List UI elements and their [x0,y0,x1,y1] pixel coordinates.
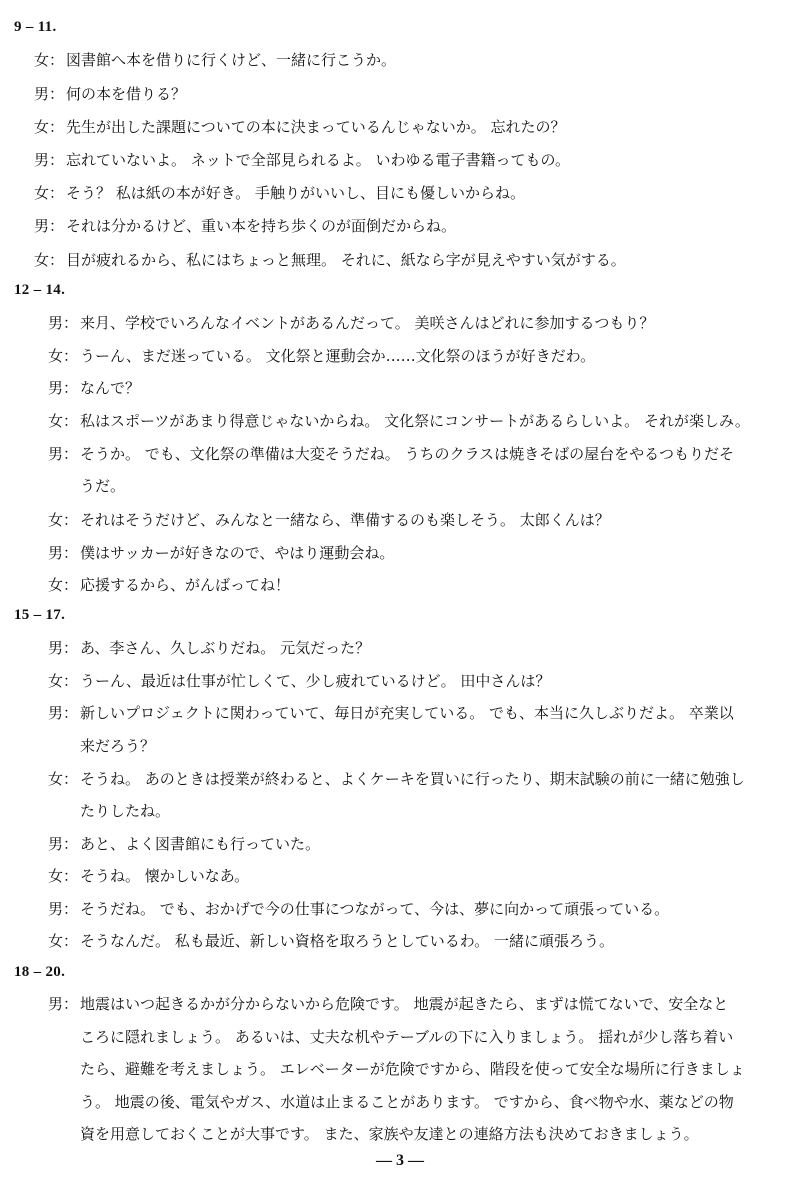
section-heading: 12 – 14. [14,282,66,298]
dialogue-text: そうだね。 でも、おかげで今の仕事につながって、今は、夢に向かって頑張っている。 [80,900,670,918]
dialogue-line [34,216,456,236]
dialogue-line [48,834,320,854]
dialogue-line [48,378,140,398]
section-heading: 18 – 20. [14,964,66,980]
dialogue-line [34,84,186,104]
speaker-label: 女： [34,51,65,69]
dialogue-text: うーん、最近は仕事が忙しくて、少し疲れているけど。 田中さんは？ [80,672,551,690]
dialogue-text: そう？ 私は紙の本が好き。 手触りがいいし、目にも優しいからね。 [66,184,525,202]
dialogue-line [34,183,525,203]
dialogue-text: なんで？ [80,379,141,397]
dialogue-text: 私はスポーツがあまり得意じゃないからね。 文化祭にコンサートがあるらしいよ。 それが楽しみ。 [80,412,750,430]
dialogue-text: あ、李さん、久しぶりだね。 元気だった？ [80,639,371,657]
speaker-label: 男： [34,217,65,235]
speaker-label: 女： [48,932,79,950]
dialogue-text: 忘れていないよ。 ネットで全部見られるよ。 いわゆる電子書籍ってもの。 [66,151,570,169]
dialogue-text: 新しいプロジェクトに関わっていて、毎日が充実している。 でも、本当に久しぶりだよ。 卒業以 [80,704,734,722]
dialogue-text: 目が疲れるから、私にはちょっと無理。 それに、紙なら字が見えやすい気がする。 [66,251,626,269]
dialogue-text: そうなんだ。 私も最近、新しい資格を取ろうとしているわ。 一緒に頑張ろう。 [80,932,614,950]
speaker-label: 男： [34,151,65,169]
speaker-label: 男： [48,639,79,657]
dialogue-text: あと、よく図書館にも行っていた。 [80,835,321,853]
speaker-label: 女： [48,770,79,788]
dialogue-line [34,50,396,70]
speaker-label: 女： [48,576,79,594]
speaker-label: 男： [34,85,65,103]
section-heading: 15 – 17. [14,607,66,623]
dialogue-text: そうね。 懐かしいなあ。 [80,867,250,885]
dialogue-text: 地震はいつ起きるかが分からないから危険です。 地震が起きたら、まずは慌てないで、安全なと [80,995,729,1013]
speaker-label: 男： [48,900,79,918]
dialogue-line [48,899,669,919]
speaker-label: 女： [48,672,79,690]
speaker-label: 男： [48,835,79,853]
speaker-label: 女： [34,184,65,202]
dialogue-line [48,444,734,464]
dialogue-continuation: 来だろう？ [80,737,156,755]
dialogue-text: 来月、学校でいろんなイベントがあるんだって。 美咲さんはどれに参加するつもり？ [80,314,655,332]
dialogue-text: そうね。 あのときは授業が終わると、よくケーキを買いに行ったり、期末試験の前に一緒に勉強し [80,770,745,788]
dialogue-text: そうか。 でも、文化祭の準備は大変そうだね。 うちのクラスは焼きそばの屋台をやるつもりだそ [80,445,734,463]
speaker-label: 女： [34,118,65,136]
speaker-label: 女： [48,511,79,529]
dialogue-text: それはそうだけど、みんなと一緒なら、準備するのも楽しそう。 太郎くんは？ [80,511,610,529]
page-number: — 3 — [376,1152,424,1169]
dialogue-line [48,411,750,431]
dialogue-text: 応援するから、がんばってね！ [80,576,291,594]
dialogue-line [48,866,249,886]
dialogue-line [48,543,394,563]
dialogue-continuation: う。 地震の後、電気やガス、水道は止まることがあります。 ですから、食べ物や水、薬などの物 [80,1093,734,1111]
dialogue-line [48,703,734,723]
speaker-label: 男： [48,995,79,1013]
dialogue-line [48,769,745,789]
speaker-label: 男： [48,445,79,463]
dialogue-line [34,250,626,270]
speaker-label: 女： [48,867,79,885]
dialogue-continuation: 資を用意しておくことが大事です。 また、家族や友達との連絡方法も決めておきましょう。 [80,1125,699,1143]
dialogue-line [48,575,290,595]
dialogue-line [48,638,370,658]
dialogue-line [48,346,595,366]
dialogue-text: それは分かるけど、重い本を持ち歩くのが面倒だからね。 [66,217,457,235]
dialogue-text: うーん、まだ迷っている。 文化祭と運動会か……文化祭のほうが好きだわ。 [80,347,596,365]
dialogue-line [48,510,610,530]
dialogue-line [34,150,570,170]
dialogue-text: 僕はサッカーが好きなので、やはり運動会ね。 [80,544,395,562]
dialogue-line [34,117,565,137]
dialogue-text: 先生が出した課題についての本に決まっているんじゃないか。 忘れたの？ [66,118,566,136]
speaker-label: 男： [48,379,79,397]
dialogue-text: 図書館へ本を借りに行くけど、一緒に行こうか。 [66,51,397,69]
dialogue-text: 何の本を借りる？ [66,85,187,103]
dialogue-continuation: ころに隠れましょう。 あるいは、丈夫な机やテーブルの下に入りましょう。 揺れが少し落ち着い [80,1028,734,1046]
dialogue-continuation: うだ。 [80,477,126,495]
speaker-label: 女： [48,347,79,365]
speaker-label: 女： [34,251,65,269]
dialogue-line [48,931,614,951]
speaker-label: 男： [48,544,79,562]
dialogue-continuation: たりしたね。 [80,802,171,820]
speaker-label: 女： [48,412,79,430]
dialogue-line [48,313,654,333]
section-heading: 9 – 11. [14,19,57,35]
dialogue-line [48,994,728,1014]
dialogue-line [48,671,550,691]
dialogue-continuation: たら、避難を考えましょう。 エレベーターが危険ですから、階段を使って安全な場所に行きましょ [80,1060,745,1078]
speaker-label: 男： [48,314,79,332]
speaker-label: 男： [48,704,79,722]
